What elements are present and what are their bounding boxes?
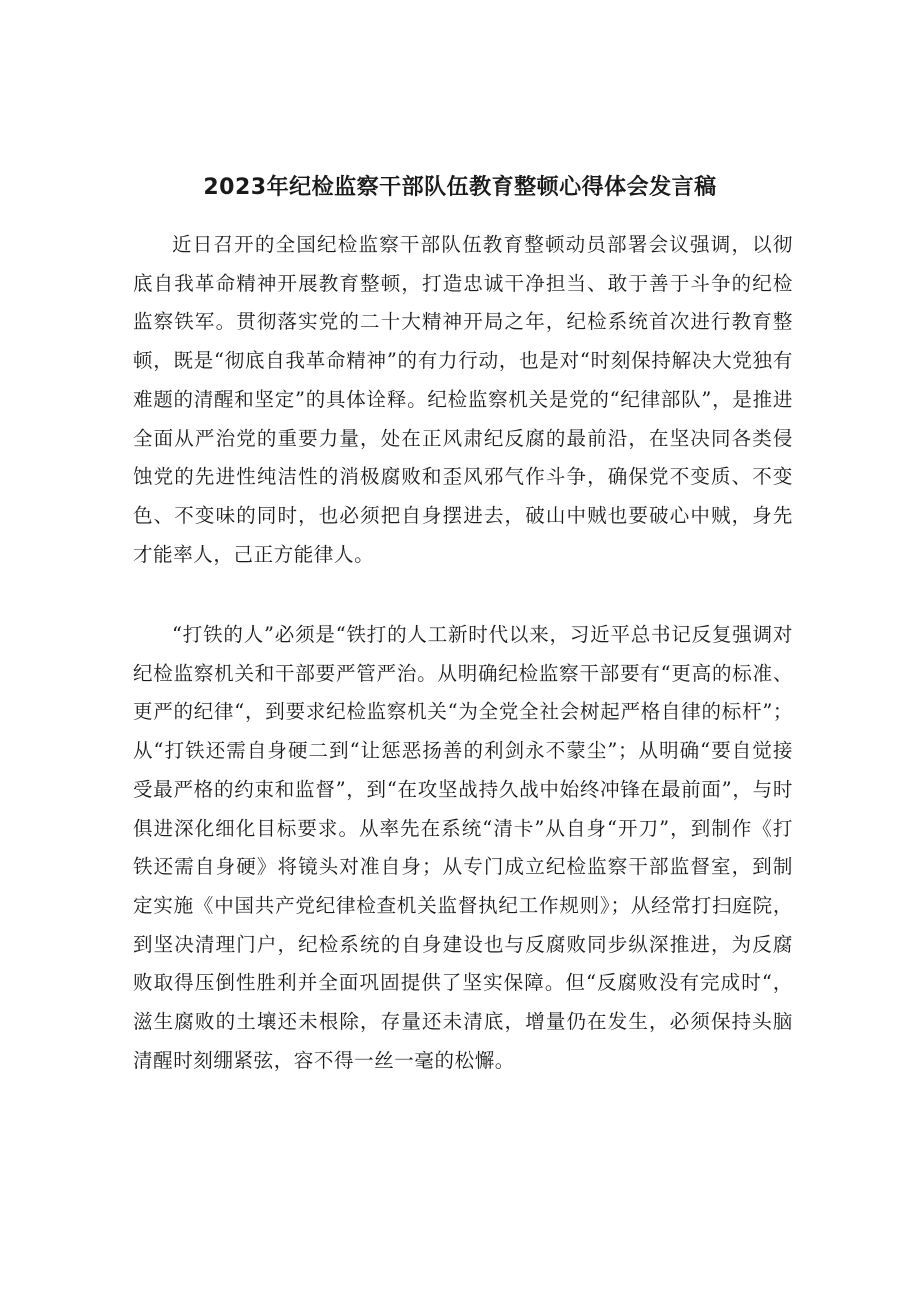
paragraph-2: “打铁的人”必须是“铁打的人工新时代以来，习近平总书记反复强调对纪检监察机关和干部要严管严治。从明确纪检监察干部要有“更高的标准、更严的纪律“，到要求纪检监察机关“为全党全社会树起严格自律的标杆”；从“打铁还需自身硬二到“让惩恶扬善的利剑永不蒙尘”；从明确“要自觉接受最严格的约束和监督”，到“在攻坚战持久战中始终冲锋在最前面”，与时俱进深化细化目标要求。从率先在系统“清卡”从自身“开刀”，到制作《打铁还需自身硬》将镜头对准自身；从专门成立纪检监察干部监督室，到制定实施《中国共产党纪律检查机关监督执纪工作规则》；从经常打扫庭院，到坚决清理门户，纪检系统的自身建设也与反腐败同步纵深推进，为反腐败取得压倒性胜利并全面巩固提供了坚实保障。但“反腐败没有完成时“，滋生腐败的土壤还未根除，存量还未清底，增量仍在发生，必须保持头脑清醒时刻绷紧弦，容不得一丝一毫的松懈。 (133, 623, 793, 1072)
paragraph-1: 近日召开的全国纪检监察干部队伍教育整顿动员部署会议强调，以彻底自我革命精神开展教育整顿，打造忠诚干净担当、敢于善于斗争的纪检监察铁军。贯彻落实党的二十大精神开局之年，纪检系统首次进行教育整顿，既是“彻底自我革命精神”的有力行动，也是对“时刻保持解决大党独有难题的清醒和坚定”的具体诠释。纪检监察机关是党的“纪律部队”，是推进全面从严治党的重要力量，处在正风肃纪反腐的最前沿，在坚决同各类侵蚀党的先进性纯洁性的消极腐败和歪风邪气作斗争，确保党不变质、不变色、不变味的同时，也必须把自身摆进去，破山中贼也要破心中贼，身先才能率人，己正方能律人。 (133, 233, 793, 566)
document-title: 2023年纪检监察干部队伍教育整顿心得体会发言稿 (203, 175, 717, 200)
